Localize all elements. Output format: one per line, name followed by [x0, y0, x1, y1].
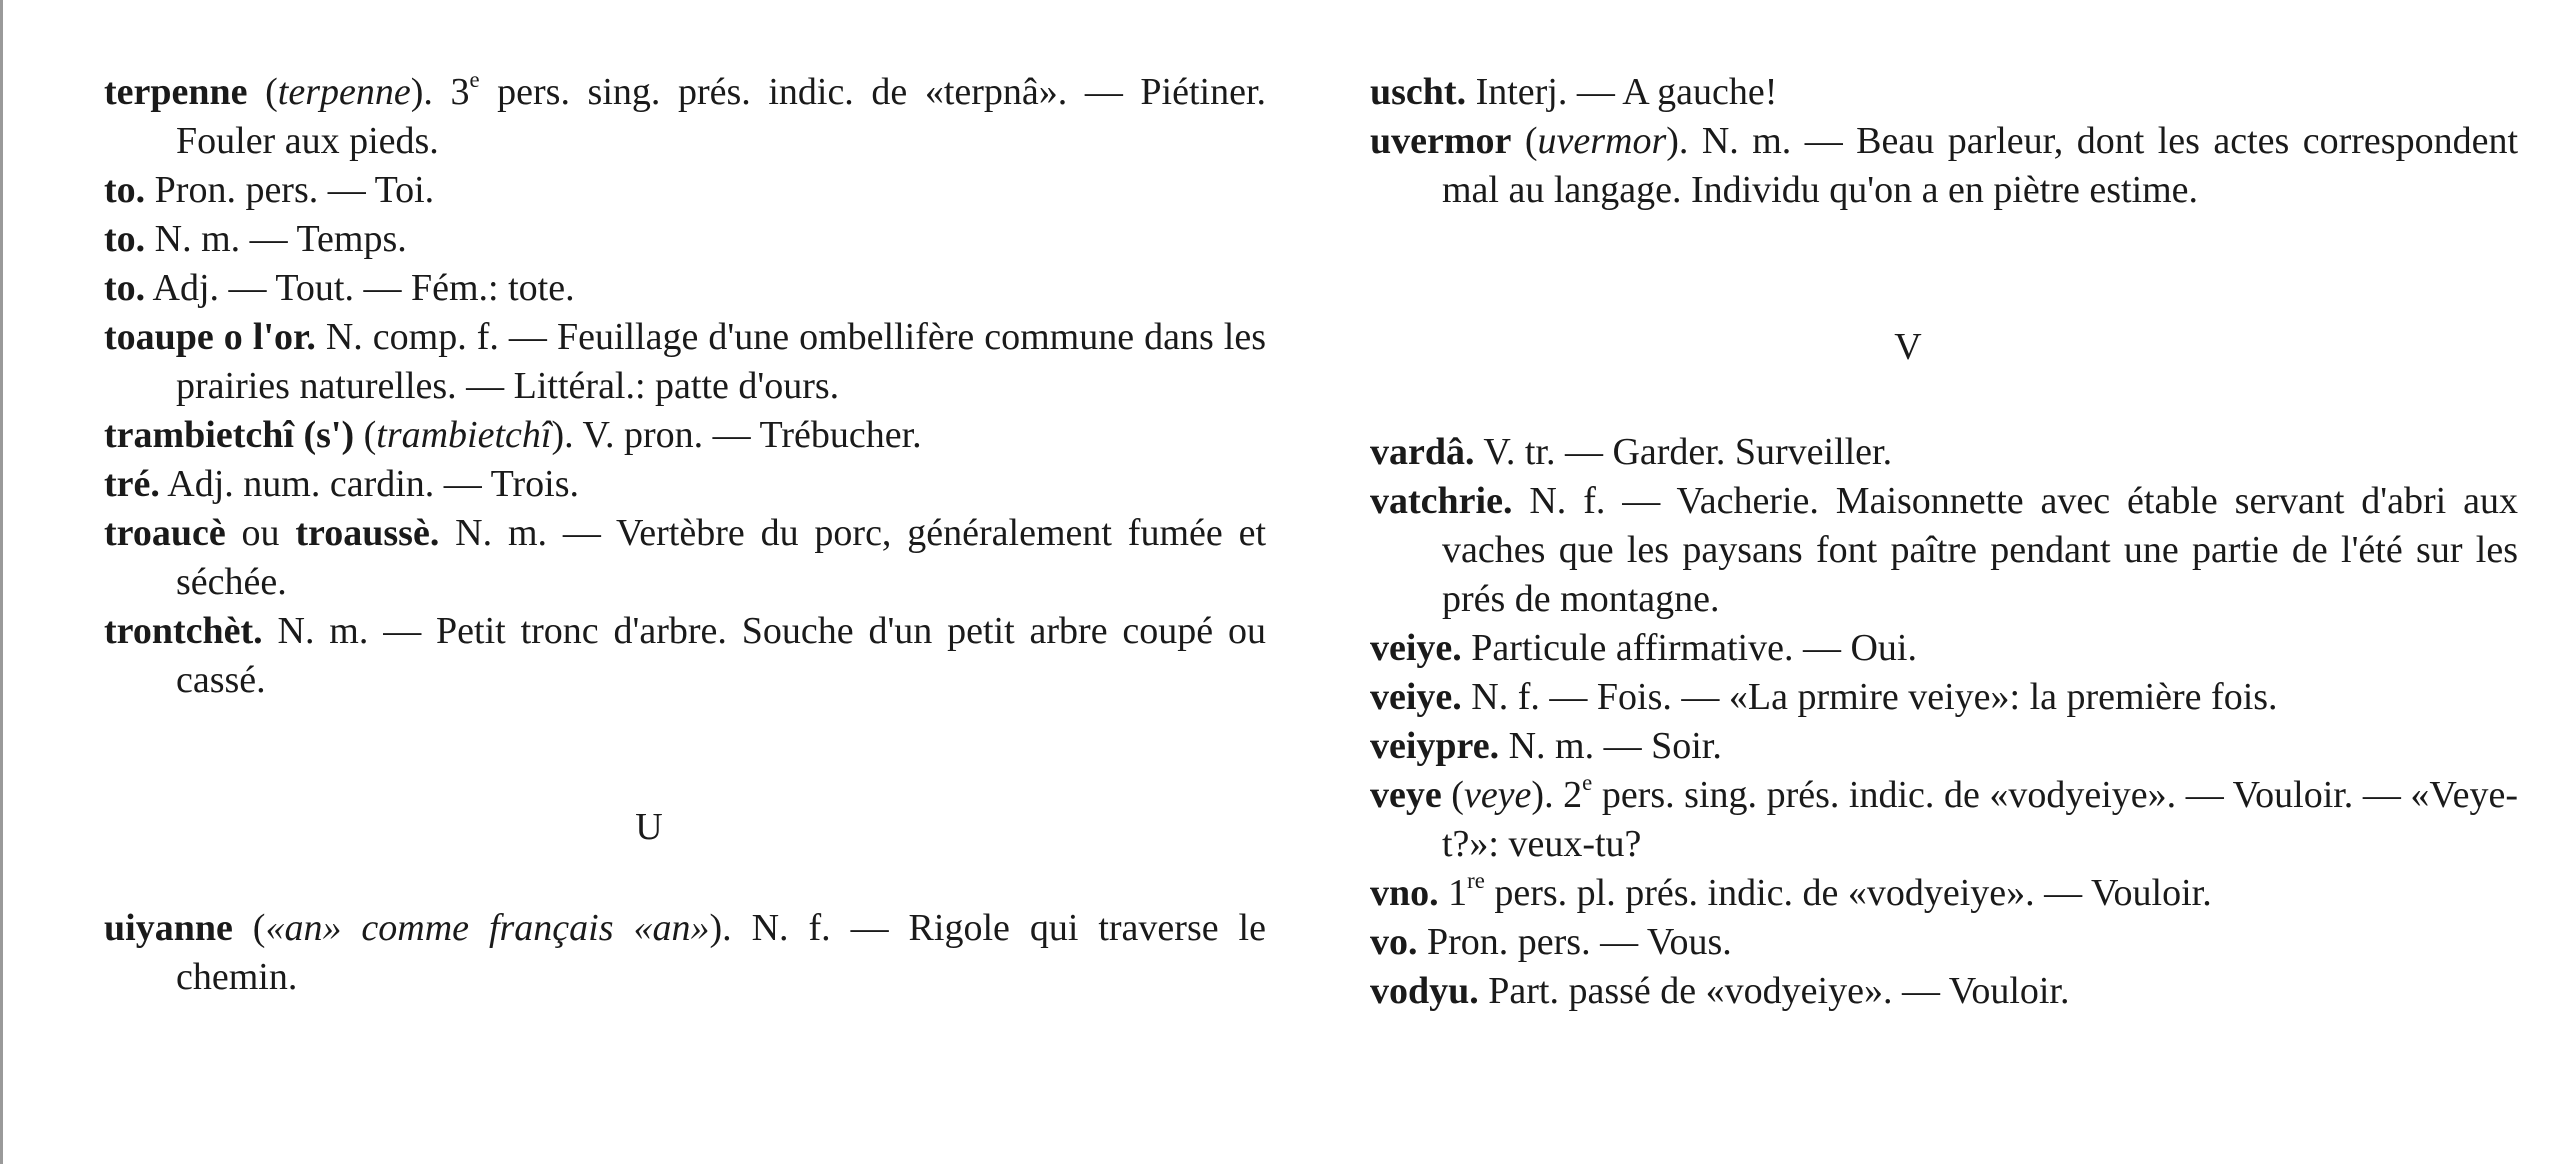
dictionary-entry — [1370, 918, 2518, 967]
dictionary-entry — [104, 215, 1266, 264]
dictionary-entry — [104, 607, 1266, 705]
ordinal-suffix: e — [1582, 769, 1593, 795]
section-letter-u: U — [635, 806, 663, 848]
definition: . N. f. — Rigole qui traverse le chemin. — [176, 907, 1266, 998]
person-number: 3 — [450, 71, 470, 113]
definition: Interj. — A gauche! — [1466, 71, 1778, 113]
dictionary-entry — [104, 509, 1266, 607]
definition: N. f. — Fois. — «La prmire veiye»: la première fois. — [1461, 676, 2278, 718]
headword: to. — [104, 169, 146, 211]
headword: veiye. — [1370, 676, 1462, 718]
headword: veiypre. — [1370, 725, 1500, 767]
headword: troaucè — [104, 512, 226, 554]
headword: trontchèt. — [104, 610, 263, 652]
headword: uiyanne — [104, 907, 233, 949]
definition: N. m. — Temps. — [145, 218, 407, 260]
headword: vo. — [1370, 921, 1418, 963]
dictionary-entry — [1370, 673, 2518, 722]
dictionary-entry: veye (veye). 2e pers. sing. prés. indic. de «vodyeiye». — Vouloir. — «Veye-t?»: veux-tu? — [1370, 769, 2519, 865]
headword: terpenne — [104, 71, 248, 113]
headword: to. — [104, 267, 146, 309]
headword: veye — [1370, 774, 1442, 816]
person-number: 1 — [1448, 872, 1468, 914]
definition: pers. sing. prés. indic. de «terpnâ». — Piétiner. Fouler aux pieds. — [176, 71, 1267, 162]
dictionary-entry — [1370, 869, 2518, 918]
ordinal-suffix: e — [469, 66, 480, 92]
dictionary-entry: terpenne (terpenne). 3e pers. sing. prés. indic. de «terpnâ». — Piétiner. Fouler aux pieds. — [104, 66, 1267, 162]
headword: tré. — [104, 463, 160, 505]
definition: N. m. — Vertèbre du porc, généralement fumée et séchée. — [176, 512, 1267, 603]
definition: N. comp. f. — Feuillage d'une ombellifère commune dans les prairies naturelles. — Littéral.: patte d'ours. — [176, 316, 1267, 407]
definition: . V. pron. — Trébucher. — [564, 414, 922, 456]
headword: trambietchî (s') — [104, 414, 355, 456]
dictionary-entry — [104, 166, 1266, 215]
headword: vno. — [1370, 872, 1439, 914]
dictionary-entry — [104, 264, 1266, 313]
definition: Adj. num. cardin. — Trois. — [159, 463, 579, 505]
definition: Pron. pers. — Vous. — [1417, 921, 1732, 963]
variant-form: «an» comme français «an» — [265, 907, 710, 949]
person-number: 2 — [1563, 774, 1583, 816]
headword: veiye. — [1370, 627, 1462, 669]
left-column — [104, 68, 1266, 1002]
dictionary-entry — [104, 460, 1266, 509]
dictionary-entry — [1370, 68, 2518, 117]
headword-alternate: troaussè. — [295, 512, 440, 554]
variant-form: trambietchî — [376, 414, 552, 456]
variant-form: terpenne — [277, 71, 411, 113]
dictionary-entry — [104, 313, 1266, 411]
definition: N. m. — Petit tronc d'arbre. Souche d'un petit arbre coupé ou cassé. — [176, 610, 1266, 701]
dictionary-entry — [1370, 624, 2518, 673]
variant-form: uvermor — [1537, 120, 1667, 162]
definition: N. m. — Soir. — [1499, 725, 1722, 767]
definition: pers. pl. prés. indic. de «vodyeiye». — Vouloir. — [1484, 872, 2212, 914]
definition: Adj. — Tout. — Fém.: tote. — [145, 267, 575, 309]
definition: Particule affirmative. — Oui. — [1461, 627, 1917, 669]
headword: vodyu. — [1370, 970, 1479, 1012]
variant-form: veye — [1463, 774, 1532, 816]
section-letter-v: V — [1894, 326, 1922, 368]
headword: toaupe o l'or. — [104, 316, 316, 358]
headword: uscht. — [1370, 71, 1467, 113]
definition: . N. m. — Beau parleur, dont les actes correspondent mal au langage. Individu qu'on a en piètre estime. — [1442, 120, 2519, 211]
headword: uvermor — [1370, 120, 1512, 162]
definition: N. f. — Vacherie. Maisonnette avec étable servant d'abri aux vaches que les paysans font paître pendant une partie de l'été sur les prés de montagne. — [1442, 480, 2518, 620]
headword: vardâ. — [1370, 431, 1475, 473]
ordinal-suffix: re — [1467, 867, 1485, 893]
dictionary-entry: uvermor (uvermor). N. m. — Beau parleur, dont les actes correspondent mal au langage. Individu qu'on a en piètre estime. — [1370, 120, 2519, 211]
dictionary-entry — [1370, 428, 2518, 477]
headword: to. — [104, 218, 146, 260]
page-left-edge — [0, 0, 3, 1164]
definition: V. tr. — Garder. Surveiller. — [1474, 431, 1893, 473]
definition: pers. sing. prés. indic. de «vodyeiye». — Vouloir. — «Veye-t?»: veux-tu? — [1442, 774, 2519, 865]
definition: Part. passé de «vodyeiye». — Vouloir. — [1478, 970, 2070, 1012]
headword: vatchrie. — [1370, 480, 1513, 522]
connector: ou — [225, 512, 296, 554]
dictionary-entry — [1370, 722, 2518, 771]
dictionary-entry — [1370, 967, 2518, 1016]
definition: Pron. pers. — Toi. — [145, 169, 435, 211]
dictionary-entry — [1370, 477, 2518, 624]
dictionary-entry: uiyanne («an» comme français «an»). N. f. — Rigole qui traverse le chemin. — [104, 907, 1266, 998]
dictionary-entry: trambietchî (s') (trambietchî). V. pron. — Trébucher. — [104, 414, 922, 456]
right-column — [1370, 68, 2518, 1016]
